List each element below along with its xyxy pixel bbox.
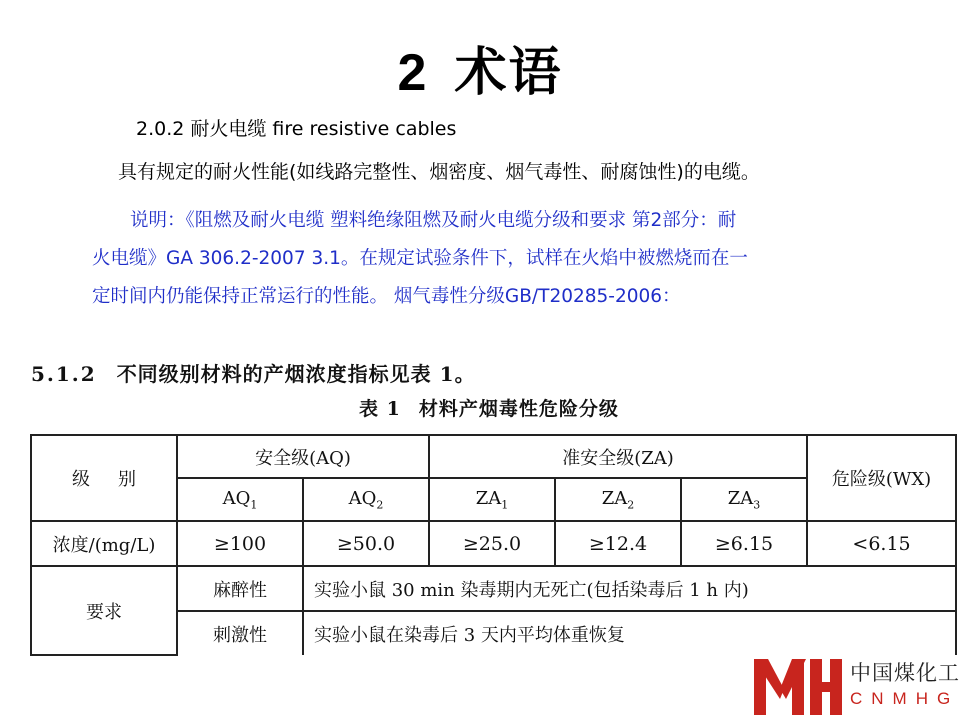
table-caption [359,394,619,421]
subgrade-za3: $ZA_3$ [681,478,807,521]
term-definition: 具有规定的耐火性能(如线路完整性、烟密度、烟气毒性、耐腐蚀性)的电缆。 [118,161,760,183]
section-title: 术语 [454,43,563,103]
concentration-row [31,521,956,566]
explanation-note [92,202,930,316]
scanned-standard-excerpt [25,352,960,655]
logo-name-cn: 中国煤化工 [850,661,960,685]
requirement-item: 麻醉性 [177,566,303,611]
table-header-row [31,435,956,478]
concentration-value: ≥12.4 [555,521,681,566]
toxicity-grade-table [30,434,957,656]
concentration-value: ≥25.0 [429,521,555,566]
concentration-value: <6.15 [807,521,956,566]
note-line: 火电缆》GA 306.2-2007 3.1。在规定试验条件下，试样在火焰中被燃烧而在一 [92,248,748,269]
clause-line [31,358,476,387]
table-number: 表 1 [359,398,401,420]
grade-header-cell: 级 别 [31,435,177,521]
concentration-label: 浓度/(mg/L) [31,521,177,566]
cnmhg-logo [752,655,960,717]
note-line: 说明：《阻燃及耐火电缆 塑料绝缘阻燃及耐火电缆分级和要求 第2部分：耐 [130,210,737,231]
concentration-value: ≥6.15 [681,521,807,566]
term-label: 2.0.2 耐火电缆 fire resistive cables [136,118,457,140]
danger-grade-header: 危险级(WX) [807,435,956,521]
table-title: 材料产烟毒性危险分级 [418,398,619,420]
clause-text: 不同级别材料的产烟浓度指标见表 1。 [116,362,476,386]
concentration-value: ≥50.0 [303,521,429,566]
cnmhg-logo-mark-icon [752,655,844,717]
requirement-text: 实验小鼠 30 min 染毒期内无死亡(包括染毒后 1 h 内) [303,566,956,611]
requirement-label: 要求 [31,566,177,655]
note-line: 定时间内仍能保持正常运行的性能。 烟气毒性分级GB/T20285-2006： [92,286,681,307]
subgrade-za1: $ZA_1$ [429,478,555,521]
subgrade-aq2: $AQ_2$ [303,478,429,521]
requirement-text: 实验小鼠在染毒后 3 天内平均体重恢复 [303,611,956,655]
subgrade-za2: $ZA_2$ [555,478,681,521]
clause-number: 5.1.2 [31,362,97,386]
quasi-safe-grade-header: 准安全级(ZA) [429,435,807,478]
logo-name-en: CNMHG [850,689,960,708]
safe-grade-header: 安全级(AQ) [177,435,429,478]
subgrade-aq1: $AQ_1$ [177,478,303,521]
page-title [0,30,960,105]
requirement-item: 刺激性 [177,611,303,655]
concentration-value: ≥100 [177,521,303,566]
requirement-row [31,566,956,611]
section-number: 2 [397,44,429,102]
